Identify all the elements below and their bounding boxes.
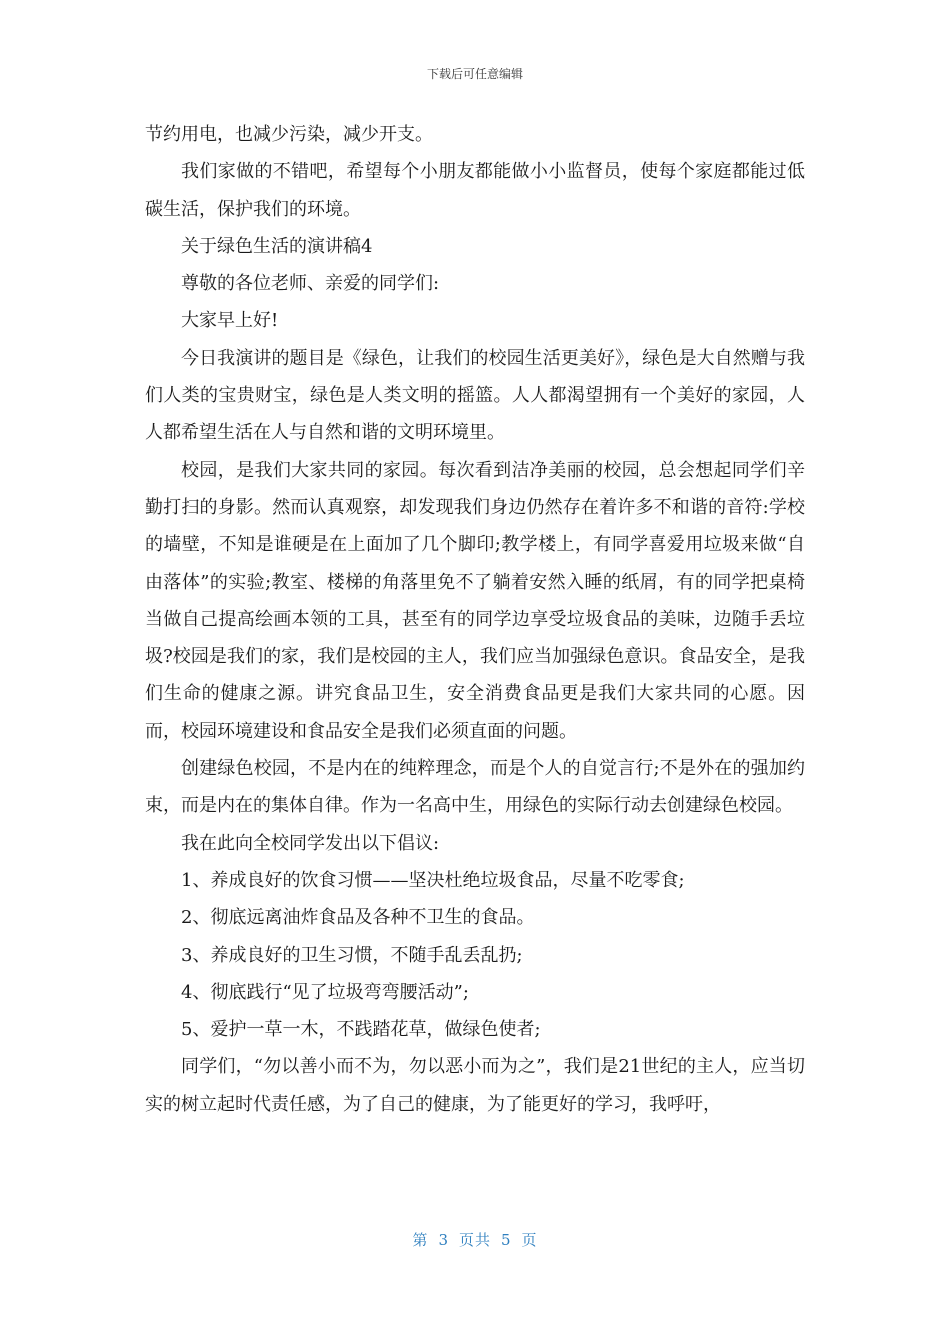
list-item: 2、彻底远离油炸食品及各种不卫生的食品。 [181,907,535,929]
footer-total-pages: 5 [501,1231,512,1249]
paragraph: 我在此向全校同学发出以下倡议: [181,832,440,854]
document-body [145,116,805,1123]
paragraph-continuation: 节约用电，也减少污染，减少开支。 [145,124,433,145]
paragraph: 今日我演讲的题目是《绿色，让我们的校园生活更美好》，绿色是大自然赠与我们人类的宝贵财宝，绿色是人类文明的摇篮。人人都渴望拥有一个美好的家园，人人都希望生活在人与自然和谐的文明环境里。 [145,347,805,444]
paragraph: 我们家做的不错吧，希望每个小朋友都能做小小监督员，使每个家庭都能过低碳生活，保护我们的环境。 [145,161,805,220]
paragraph: 创建绿色校园，不是内在的纯粹理念，而是个人的自觉言行;不是外在的强加约束，而是内在的集体自律。作为一名高中生，用绿色的实际行动去创建绿色校园。 [145,758,805,817]
list-item: 3、养成良好的卫生习惯，不随手乱丢乱扔; [181,944,523,966]
list-item: 4、彻底践行“见了垃圾弯弯腰活动”; [181,981,469,1003]
list-item: 5、爱护一草一木，不践踏花草，做绿色使者; [181,1019,541,1041]
footer-page-number: 3 [438,1231,449,1249]
list-item: 1、养成良好的饮食习惯——坚决杜绝垃圾食品，尽量不吃零食; [181,869,685,891]
footer-prefix: 第 [412,1231,429,1249]
footer-suffix: 页 [521,1231,538,1249]
section-title: 关于绿色生活的演讲稿4 [181,235,373,257]
page-footer [0,1230,950,1250]
greeting: 大家早上好! [181,310,279,332]
paragraph: 同学们，“勿以善小而不为，勿以恶小而为之”，我们是21世纪的主人，应当切实的树立起时代责任感，为了自己的健康，为了能更好的学习，我呼吁， [145,1056,805,1115]
footer-middle: 页共 [458,1231,491,1249]
page-header: 下载后可任意编辑 [426,67,523,81]
salutation: 尊敬的各位老师、亲爱的同学们: [181,273,440,295]
paragraph: 校园，是我们大家共同的家园。每次看到洁净美丽的校园，总会想起同学们辛勤打扫的身影。然而认真观察，却发现我们身边仍然存在着许多不和谐的音符:学校的墙壁，不知是谁硬是在上面加了几个脚印;教学楼上，有同学喜爱用垃圾来做“自由落体”的实验;教室、楼梯的角落里免不了躺着安然入睡的纸屑，有的同学把桌椅当做自己提高绘画本领的工具，甚至有的同学边享受垃圾食品的美味，边随手丢垃圾?校园是我们的家，我们是校园的主人，我们应当加强绿色意识。食品安全，是我们生命的健康之源。讲究食品卫生，安全消费食品更是我们大家共同的心愿。因而，校园环境建设和食品安全是我们必须直面的问题。 [145,459,805,742]
